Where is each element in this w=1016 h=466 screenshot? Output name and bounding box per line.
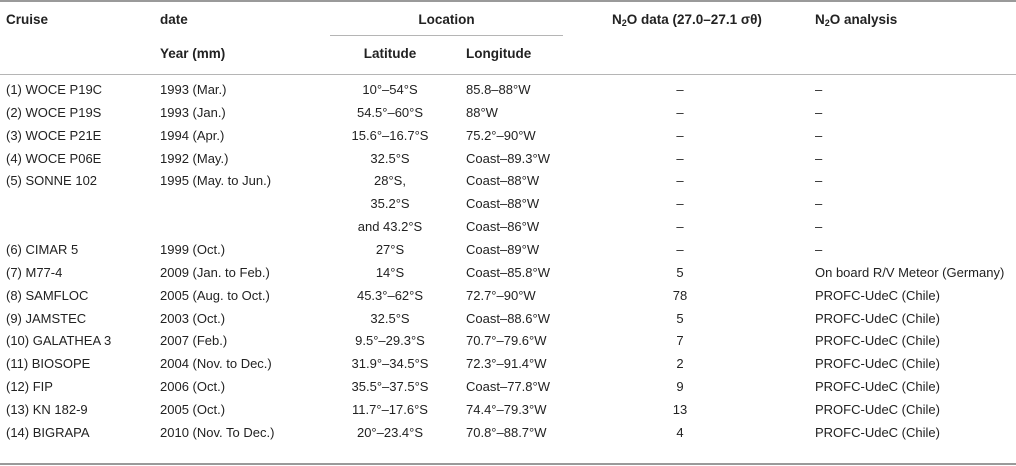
cell-latitude: and 43.2°S	[357, 219, 423, 235]
cell-n2o-data: 9	[676, 379, 684, 395]
cell-latitude: 31.9°–34.5°S	[351, 356, 429, 372]
cell-latitude: 9.5°–29.3°S	[355, 333, 425, 349]
cell-latitude: 20°–23.4°S	[356, 424, 424, 440]
cell-n2o-analysis: –	[815, 196, 823, 212]
cell-n2o-analysis: –	[815, 242, 823, 257]
cell-n2o-analysis: –	[815, 127, 823, 143]
cell-n2o-analysis: PROFC-UdeC (Chile)	[815, 287, 940, 303]
cell-date: 2009 (Jan. to Feb.)	[160, 264, 270, 280]
cell-latitude: 35.2°S	[370, 196, 410, 212]
header-n2o-analysis-suffix: O analysis	[829, 12, 898, 27]
cell-latitude: 11.7°–17.6°S	[352, 401, 428, 417]
cell-n2o-data: 5	[676, 310, 684, 326]
header-n2o-analysis-prefix: N	[815, 12, 825, 27]
cell-longitude: Coast–85.8°W	[466, 264, 550, 280]
cell-n2o-data: –	[676, 173, 684, 189]
header-n2o-data-sub: 2	[621, 18, 627, 28]
cell-n2o-analysis: –	[815, 219, 823, 235]
cell-longitude: Coast–88°W	[466, 196, 540, 212]
cell-date: 1992 (May.)	[160, 150, 229, 166]
cell-latitude: 45.3°–62°S	[356, 287, 424, 303]
cell-cruise: (12) FIP	[6, 379, 53, 395]
cell-longitude: 72.7°–90°W	[466, 287, 536, 303]
cell-date: 2010 (Nov. To Dec.)	[160, 424, 275, 440]
cell-date: 2006 (Oct.)	[160, 379, 226, 395]
header-n2o-analysis	[815, 12, 897, 31]
table-bottom-rule	[0, 463, 1016, 465]
cell-n2o-data: 7	[676, 333, 684, 349]
cell-latitude: 32.5°S	[370, 150, 410, 166]
header-bottom-rule	[0, 74, 1016, 75]
cell-cruise: (3) WOCE P21E	[6, 127, 102, 143]
cell-cruise: (14) BIGRAPA	[6, 424, 90, 440]
cell-cruise: (7) M77-4	[6, 264, 63, 280]
cell-longitude: Coast–89°W	[466, 242, 540, 257]
cell-longitude: 88°W	[466, 104, 498, 120]
cell-cruise: (13) KN 182-9	[6, 401, 88, 417]
cell-longitude: Coast–88°W	[466, 173, 540, 189]
cell-n2o-data: –	[676, 82, 684, 97]
cell-n2o-data: 78	[672, 287, 688, 303]
cell-date: 1994 (Apr.)	[160, 127, 225, 143]
cell-n2o-analysis: PROFC-UdeC (Chile)	[815, 401, 940, 417]
cell-n2o-data: –	[676, 219, 684, 235]
cell-date: 2007 (Feb.)	[160, 333, 228, 349]
header-longitude: Longitude	[466, 46, 532, 61]
cell-cruise: (2) WOCE P19S	[6, 104, 102, 120]
cell-cruise: (11) BIOSOPE	[6, 356, 91, 372]
cell-longitude: 72.3°–91.4°W	[466, 356, 547, 372]
cell-n2o-analysis: –	[815, 173, 823, 189]
header-location: Location	[418, 12, 475, 27]
cell-date: 2003 (Oct.)	[160, 310, 226, 326]
cell-latitude: 27°S	[375, 242, 405, 257]
cell-date: 1999 (Oct.)	[160, 242, 226, 257]
cell-n2o-analysis: PROFC-UdeC (Chile)	[815, 333, 940, 349]
cell-longitude: Coast–77.8°W	[466, 379, 550, 395]
cell-longitude: Coast–88.6°W	[466, 310, 550, 326]
cell-cruise: (10) GALATHEA 3	[6, 333, 112, 349]
cell-n2o-data: 5	[676, 264, 684, 280]
cell-n2o-analysis: PROFC-UdeC (Chile)	[815, 310, 940, 326]
cell-latitude: 15.6°–16.7°S	[351, 127, 429, 143]
cell-date: 2004 (Nov. to Dec.)	[160, 356, 272, 372]
cell-n2o-data: –	[676, 127, 684, 143]
cell-n2o-data: –	[676, 150, 684, 166]
cell-n2o-data: 4	[676, 424, 684, 440]
cell-cruise: (1) WOCE P19C	[6, 82, 103, 97]
cell-cruise: (6) CIMAR 5	[6, 242, 79, 257]
table-top-rule	[0, 0, 1016, 2]
cell-longitude: 74.4°–79.3°W	[466, 401, 547, 417]
cell-latitude: 54.5°–60°S	[356, 104, 424, 120]
cell-latitude: 14°S	[375, 264, 405, 280]
cell-longitude: 70.8°–88.7°W	[466, 424, 547, 440]
header-n2o-data-prefix: N	[612, 12, 622, 27]
cell-n2o-data: –	[676, 196, 684, 212]
cell-date: 2005 (Aug. to Oct.)	[160, 287, 270, 303]
cell-n2o-analysis: PROFC-UdeC (Chile)	[815, 424, 940, 440]
cell-n2o-data: –	[676, 104, 684, 120]
cell-n2o-analysis: –	[815, 104, 823, 120]
header-date: date	[160, 12, 188, 27]
cell-longitude: Coast–89.3°W	[466, 150, 550, 166]
cell-date: 1993 (Jan.)	[160, 104, 226, 120]
cell-latitude: 35.5°–37.5°S	[351, 379, 429, 395]
header-cruise: Cruise	[6, 12, 49, 27]
cell-longitude: 70.7°–79.6°W	[466, 333, 547, 349]
cell-latitude: 32.5°S	[370, 310, 410, 326]
cell-cruise: (9) JAMSTEC	[6, 310, 87, 326]
cell-latitude: 10°–54°S	[362, 82, 418, 97]
cell-n2o-data: 13	[672, 401, 688, 417]
cell-n2o-analysis: On board R/V Meteor (Germany)	[815, 264, 1005, 280]
cell-longitude: 85.8–88°W	[466, 82, 531, 97]
cell-cruise: (5) SONNE 102	[6, 173, 98, 189]
cell-latitude: 28°S,	[374, 173, 406, 189]
cell-cruise: (8) SAMFLOC	[6, 287, 89, 303]
cell-longitude: Coast–86°W	[466, 219, 540, 235]
cell-n2o-data: –	[676, 242, 684, 257]
cell-date: 1995 (May. to Jun.)	[160, 173, 272, 189]
location-subheader-rule	[330, 35, 563, 36]
header-year: Year (mm)	[160, 46, 226, 61]
cell-n2o-data: 2	[676, 356, 684, 372]
cell-cruise: (4) WOCE P06E	[6, 150, 102, 166]
header-n2o-data-suffix: O data (27.0–27.1 σθ)	[626, 12, 762, 27]
header-latitude: Latitude	[363, 46, 417, 61]
header-n2o-data	[612, 12, 762, 31]
cell-longitude: 75.2°–90°W	[466, 127, 536, 143]
cell-date: 1993 (Mar.)	[160, 82, 227, 97]
cell-n2o-analysis: PROFC-UdeC (Chile)	[815, 356, 940, 372]
cell-n2o-analysis: –	[815, 150, 823, 166]
cell-n2o-analysis: –	[815, 82, 823, 97]
cell-date: 2005 (Oct.)	[160, 401, 226, 417]
cell-n2o-analysis: PROFC-UdeC (Chile)	[815, 379, 940, 395]
header-n2o-analysis-sub: 2	[824, 18, 830, 28]
